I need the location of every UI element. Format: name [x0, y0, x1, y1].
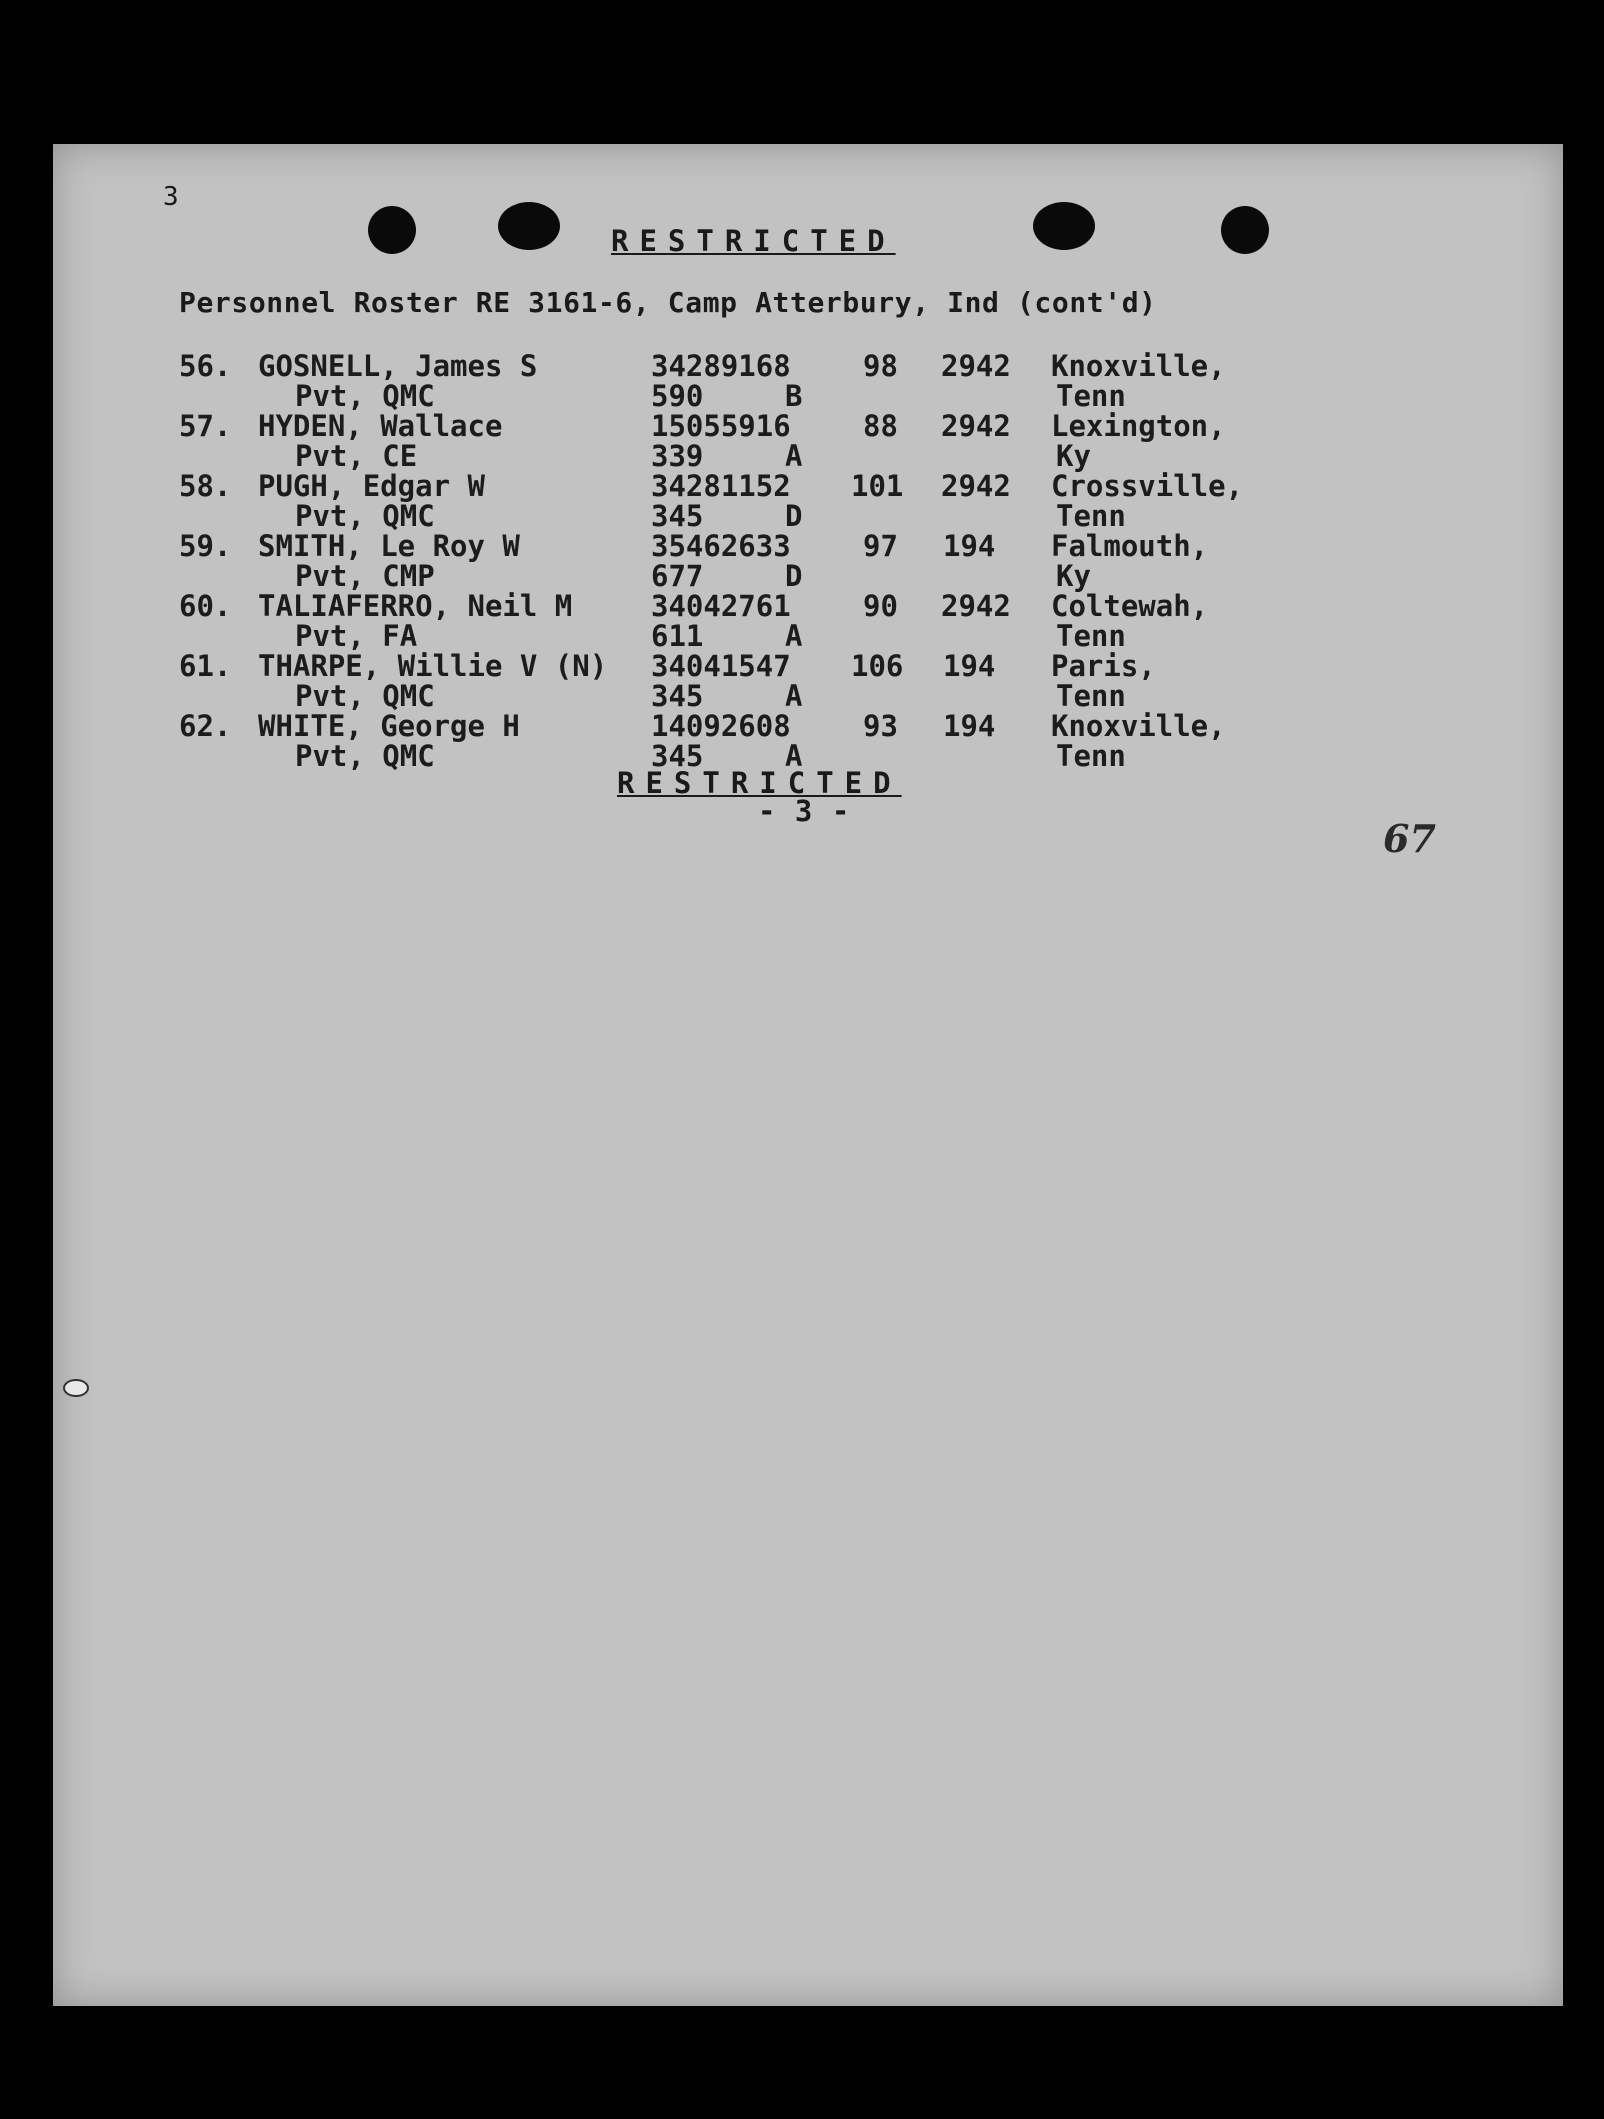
roster-grade: B	[785, 379, 803, 413]
roster-rank: Pvt, QMC	[295, 679, 435, 713]
roster-title: Personnel Roster RE 3161-6, Camp Atterbury, Ind (cont'd)	[179, 286, 1157, 319]
roster-grade: A	[785, 439, 803, 473]
roster-serial: 14092608	[651, 709, 791, 743]
roster-name: HYDEN, Wallace	[258, 409, 503, 443]
restricted-stamp-bottom: RESTRICTED	[617, 766, 902, 800]
roster-name: SMITH, Le Roy W	[258, 529, 520, 563]
roster-serial: 34041547	[651, 649, 791, 683]
roster-city: Crossville,	[1051, 469, 1244, 503]
roster-serial: 34289168	[651, 349, 791, 383]
roster-city: Lexington,	[1051, 409, 1226, 443]
roster-grade: D	[785, 499, 803, 533]
roster-grade: A	[785, 739, 803, 773]
roster-code: 590	[651, 379, 704, 413]
roster-city: Knoxville,	[1051, 709, 1226, 743]
roster-city: Falmouth,	[1051, 529, 1209, 563]
roster-mos: 2942	[941, 349, 1011, 383]
roster-state: Tenn	[1056, 499, 1126, 533]
roster-mos: 2942	[941, 589, 1011, 623]
roster-name: THARPE, Willie V (N)	[258, 649, 608, 683]
roster-serial: 15055916	[651, 409, 791, 443]
document-page	[53, 144, 1563, 2006]
punch-hole	[1033, 202, 1095, 250]
roster-name: TALIAFERRO, Neil M	[258, 589, 573, 623]
roster-score: 88	[863, 409, 898, 443]
roster-mos: 194	[943, 529, 996, 563]
punch-hole	[498, 202, 560, 250]
roster-state: Ky	[1056, 439, 1091, 473]
roster-state: Tenn	[1056, 739, 1126, 773]
page-number: - 3 -	[758, 794, 851, 828]
margin-mark: 3	[163, 182, 180, 212]
roster-state: Tenn	[1056, 379, 1126, 413]
roster-score: 106	[851, 649, 904, 683]
roster-city: Knoxville,	[1051, 349, 1226, 383]
roster-mos: 2942	[941, 409, 1011, 443]
roster-score: 97	[863, 529, 898, 563]
roster-number: 62.	[179, 709, 232, 743]
roster-number: 57.	[179, 409, 232, 443]
roster-grade: D	[785, 559, 803, 593]
roster-code: 345	[651, 739, 704, 773]
roster-code: 345	[651, 499, 704, 533]
roster-grade: A	[785, 679, 803, 713]
roster-number: 58.	[179, 469, 232, 503]
roster-state: Ky	[1056, 559, 1091, 593]
roster-rank: Pvt, CE	[295, 439, 418, 473]
roster-serial: 34281152	[651, 469, 791, 503]
roster-mos: 194	[943, 709, 996, 743]
roster-name: WHITE, George H	[258, 709, 520, 743]
restricted-stamp-top: RESTRICTED	[611, 224, 896, 258]
roster-score: 93	[863, 709, 898, 743]
roster-city: Coltewah,	[1051, 589, 1209, 623]
roster-code: 339	[651, 439, 704, 473]
roster-name: GOSNELL, James S	[258, 349, 538, 383]
roster-mos: 194	[943, 649, 996, 683]
roster-number: 61.	[179, 649, 232, 683]
roster-state: Tenn	[1056, 679, 1126, 713]
roster-state: Tenn	[1056, 619, 1126, 653]
roster-name: PUGH, Edgar W	[258, 469, 485, 503]
roster-code: 677	[651, 559, 704, 593]
roster-code: 345	[651, 679, 704, 713]
roster-rank: Pvt, QMC	[295, 379, 435, 413]
roster-serial: 35462633	[651, 529, 791, 563]
punch-hole	[1221, 206, 1269, 254]
roster-number: 60.	[179, 589, 232, 623]
stain-mark	[63, 1379, 89, 1397]
roster-rank: Pvt, QMC	[295, 739, 435, 773]
roster-score: 98	[863, 349, 898, 383]
roster-grade: A	[785, 619, 803, 653]
roster-code: 611	[651, 619, 704, 653]
roster-city: Paris,	[1051, 649, 1156, 683]
roster-rank: Pvt, CMP	[295, 559, 435, 593]
roster-serial: 34042761	[651, 589, 791, 623]
roster-number: 56.	[179, 349, 232, 383]
roster-rank: Pvt, FA	[295, 619, 418, 653]
punch-hole	[368, 206, 416, 254]
roster-mos: 2942	[941, 469, 1011, 503]
roster-number: 59.	[179, 529, 232, 563]
roster-score: 101	[851, 469, 904, 503]
handwritten-page-number: 67	[1383, 816, 1436, 861]
roster-rank: Pvt, QMC	[295, 499, 435, 533]
roster-score: 90	[863, 589, 898, 623]
